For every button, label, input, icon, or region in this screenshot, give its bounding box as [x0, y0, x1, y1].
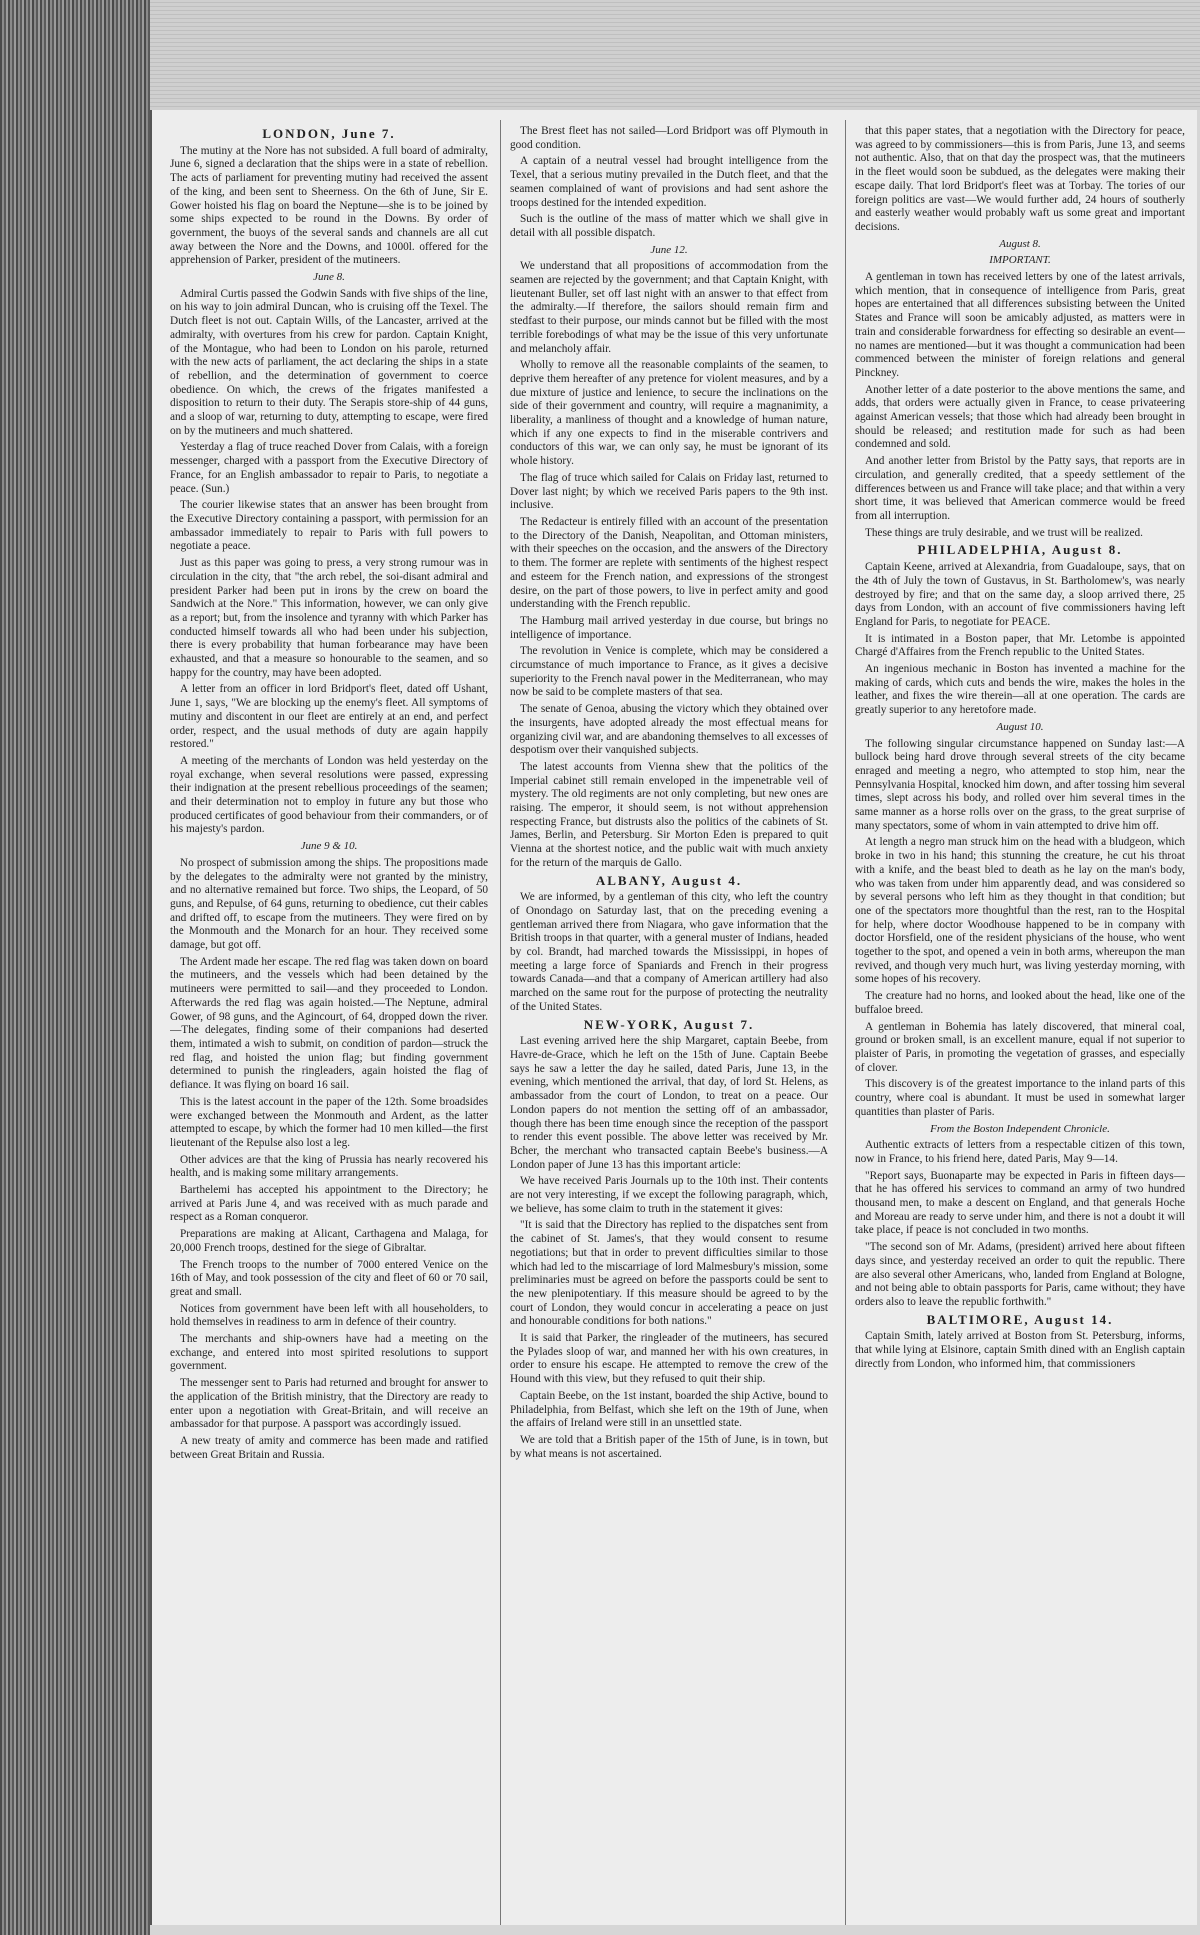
paragraph: Last evening arrived here the ship Margaret, captain Beebe, from Havre-de-Grace, which he left on the 15th of June. Captain Beebe says he saw a letter the day he sailed, dated Paris, June 13, in the evening, which mentioned the arrival, that day, of lord St. Helens, as ambassador from the court of London, to treat on a peace. Our London papers do not mention the setting off of an ambassador, though there has been time enough since the reception of the passport to render this event possible. The above letter was received by Mr. Bcher, the merchant who transacted captain Beebe's business.—A London paper of June 13 has this important article: — [510, 1035, 828, 1171]
paragraph: "It is said that the Directory has replied to the dispatches sent from the cabinet of St. James's, that they would consent to resume negotiations; but that in order to prevent difficulties similar to those which had led to the miscarriage of lord Malmesbury's mission, some preliminaries must be agreed on before the passports could be sent to the new plenipotentiary. If this measure should be agreed to by the court of London, they would concur in accelerating a peace on just and honourable conditions for both nations." — [510, 1219, 828, 1328]
paragraph: At length a negro man struck him on the head with a bludgeon, which broke in two in his hand; this stunning the creature, he cut his throat with a knife, and the beast bled to death as he lay on the man's body, who was taken from under him apparently dead, and was considered so by several persons who left him as they thought in that condition; but one of the spectators more thoughtful than the rest, ran to the Hospital for help, where doctor Woodhouse happened to be in company with doctor Horsfield, one of the resident physicians of the house, who went together to the spot, and opened a vein in both arms, whereupon the man revived, and though very much hurt, was living yesterday morning, with some hopes of his recovery. — [855, 836, 1185, 986]
heading-baltimore: BALTIMORE, August 14. — [926, 1311, 1114, 1327]
paragraph: A gentleman in Bohemia has lately discovered, that mineral coal, ground or broken small, is an excellent manure, equal if not superior to plaister of Paris, in promoting the vegetation of grasses, and especially of clover. — [855, 1020, 1185, 1074]
paragraph: The following singular circumstance happened on Sunday last:—A bullock being hard drove through several streets of the city became enraged and meeting a negro, who attempted to stop him, near the Pennsylvania Hospital, knocked him down, and after tossing him several times, slept across his body, and rolled over him several times in the same manner as a horse rolls over on the grass, to the great surprise of many spectators, some of whom in vain attempted to drive him off. — [855, 737, 1185, 832]
paragraph: The flag of truce which sailed for Calais on Friday last, returned to Dover last night; by which we received Paris papers to the 9th inst. inclusive. — [510, 471, 828, 512]
paragraph: Authentic extracts of letters from a respectable citizen of this town, now in France, to his friend here, dated Paris, May 9—14. — [855, 1139, 1185, 1165]
paragraph: The merchants and ship-owners have had a meeting on the exchange, and entered into most spirited resolutions to support government. — [170, 1333, 488, 1373]
paragraph: Preparations are making at Alicant, Carthagena and Malaga, for 20,000 French troops, destined for the siege of Gibraltar. — [170, 1228, 488, 1254]
column-3 — [855, 125, 1185, 1925]
dateline: June 8. — [313, 271, 345, 284]
column-rule-1 — [500, 120, 501, 1925]
paragraph: The Brest fleet has not sailed—Lord Bridport was off Plymouth in good condition. — [510, 125, 828, 151]
paragraph: "Report says, Buonaparte may be expected in Paris in fifteen days—that he has offered his services to command an army of two hundred thousand men, to make a descent on England, and that generals Hoche and Moreau are ready to serve under him, and there is not a doubt it will take place, if peace is not concluded in two months. — [855, 1169, 1185, 1237]
paragraph: Captain Smith, lately arrived at Boston from St. Petersburg, informs, that while lying at Elsinore, captain Smith dined with an English captain directly from London, who informed him, that commissioners — [855, 1330, 1185, 1370]
book-binding — [0, 0, 150, 1935]
paragraph: Notices from government have been left with all householders, to hold themselves in readiness to arm in defence of their country. — [170, 1302, 488, 1329]
paragraph: A gentleman in town has received letters by one of the latest arrivals, which mention, that in consequence of intelligence from Paris, great hopes are entertained that all differences subsisting between the United States and France will soon be amicably adjusted, as matters were in train and considerable forwardness for effecting so desirable an event—no names are mentioned—but it was thought a communication had been commenced between the minister of foreign relations and general Pinckney. — [855, 271, 1185, 379]
paragraph: We are told that a British paper of the 15th of June, is in town, but by what means is not ascertained. — [510, 1433, 828, 1460]
paragraph: A captain of a neutral vessel had brought intelligence from the Texel, that a serious mutiny prevailed in the Dutch fleet, and that the seamen complained of want of provisions and had sent ashore the troops destined for the intended expedition. — [510, 155, 828, 209]
heading-albany: ALBANY, August 4. — [595, 872, 743, 888]
paragraph: These things are truly desirable, and we trust will be realized. — [865, 526, 1143, 539]
paragraph: The French troops to the number of 7000 entered Venice on the 16th of May, and took possession of the city and fleet of 60 or 70 sail, great and small. — [170, 1258, 488, 1298]
paragraph: The latest accounts from Vienna shew that the politics of the Imperial cabinet still remain enveloped in the impenetrable veil of mystery. The old regiments are not only completing, but new ones are raising. The emperor, it should seem, is not without apprehension respecting France, but distrusts also the politics of the cabinets of St. James, Berlin, and Petersburg. Sir Morton Eden is prepared to quit Vienna at the shortest notice, and the public wait with much anxiety for the return of the marquis de Gallo. — [510, 760, 828, 869]
paragraph: The courier likewise states that an answer has been brought from the Executive Directory containing a passport, with permission for an ambassador immediately to repair to Paris with full powers to negotiate a peace. — [170, 499, 488, 553]
paragraph: Admiral Curtis passed the Godwin Sands with five ships of the line, on his way to join admiral Duncan, who is cruising off the Texel. The Dutch fleet is not out. Captain Wills, of the Lancaster, arrived at the admiralty, with overtures from his crew for pardon. Captain Knight, of the Montague, who had been to London on his parole, returned with the new acts of parliament, the act declaring the ships in a state of rebellion, and the determination of government to coerce obedience. On which, the crews of the frigates manifested a disposition to return to their duty. The Serapis store-ship of 44 guns, and a sloop of war, returning to duty, attempting to escape, were fired on by the mutineers and much shattered. — [170, 287, 488, 437]
paragraph: This discovery is of the greatest importance to the inland parts of this country, where coal is abundant. It must be used in somewhat larger quantities than plaster of Paris. — [855, 1078, 1185, 1118]
column-1 — [170, 125, 488, 1925]
heading-philadelphia: PHILADELPHIA, August 8. — [917, 542, 1123, 558]
paragraph: Wholly to remove all the reasonable complaints of the seamen, to deprive them hereafter of any pretence for violent measures, and by a due mixture of justice and lenience, to secure the inclinations on the side of their government and country, will require a magnanimity, a liberality, a manliness of thought and a knowledge of human nature, which if any one expects to find in the miserable contrivers and conductors of this war, we can only say, he must be ignorant of its whole history. — [510, 359, 828, 468]
paragraph: We have received Paris Journals up to the 10th inst. Their contents are not very interesting, if we except the following paragraph, which, we believe, has some claim to truth in the statement it gives: — [510, 1175, 828, 1215]
paragraph: that this paper states, that a negotiation with the Directory for peace, was agreed to by commissioners—this is from Paris, June 13, and seems not authentic. Also, that on that day the prospect was, that the mutineers in the fleet would soon be subdued, as the delegates were making their escape daily. That lord Bridport's fleet was at Torbay. The tories of our foreign politics are vast—We would further add, 24 hours of southerly and easterly weather would probably waft us some great and important decisions. — [855, 125, 1185, 233]
dateline: August 10. — [996, 720, 1044, 733]
column-rule-2 — [845, 120, 846, 1925]
page-top-margin — [150, 0, 1200, 110]
paragraph: The messenger sent to Paris had returned and brought for answer to the application of the British ministry, that the Directory are ready to enter upon a negotiation with Great-Britain, and will receive an ambassador for that purpose. A passport was accordingly issued. — [170, 1377, 488, 1431]
paragraph: Other advices are that the king of Prussia has nearly recovered his health, and is making some military arrangements. — [170, 1153, 488, 1180]
paragraph: Such is the outline of the mass of matter which we shall give in detail with all possible dispatch. — [510, 213, 828, 239]
dateline: June 12. — [650, 243, 688, 256]
paragraph: An ingenious mechanic in Boston has invented a machine for the making of cards, which cuts and bends the wire, makes the holes in the leather, and fixes the wire therein—all at one operation. The cards are greatly superior to any heretofore made. — [855, 663, 1185, 717]
heading-new-york: NEW-YORK, August 7. — [583, 1016, 755, 1032]
paragraph: This is the latest account in the paper of the 12th. Some broadsides were exchanged between the Monmouth and Ardent, as the latter attempted to escape, by which the former had 10 men killed—the first lieutenant of the Repulse also lost a leg. — [170, 1095, 488, 1149]
paragraph: The senate of Genoa, abusing the victory which they obtained over the insurgents, have adopted already the most effectual means for organizing civil war, and are abandoning themselves to all excesses of despotism over their vanquished subjects. — [510, 703, 828, 757]
paragraph: Barthelemi has accepted his appointment to the Directory; he arrived at Paris June 4, and was received with as much parade and respect as a Roman conqueror. — [170, 1184, 488, 1224]
paragraph: The creature had no horns, and looked about the head, like one of the buffaloe breed. — [855, 990, 1185, 1016]
paragraph: A new treaty of amity and commerce has been made and ratified between Great Britain and Russia. — [170, 1434, 488, 1461]
paragraph: We understand that all propositions of accommodation from the seamen are rejected by the government; and that Captain Knight, with lieutenant Buller, set off last night with an answer to that effect from the admiralty.—If therefore, the sailors should remain firm and stedfast to their purpose, our minds cannot but be filled with the most terrible forebodings of what may be the issue of this very unfortunate and melancholy affair. — [510, 260, 828, 355]
paragraph: Captain Beebe, on the 1st instant, boarded the ship Active, bound to Philadelphia, from Belfast, which she left on the 19th of June, when the affairs of Ireland were still in an unsettled state. — [510, 1389, 828, 1430]
paragraph: Captain Keene, arrived at Alexandria, from Guadaloupe, says, that on the 4th of July the town of Gustavus, in St. Bartholomew's, was nearly destroyed by fire; and that on the same day, a sloop arrived there, 25 days from London, with an account of five commissioners having left England for Paris, to negotiate for PEACE. — [855, 561, 1185, 628]
dateline: June 9 & 10. — [300, 840, 358, 853]
section-label: IMPORTANT. — [989, 254, 1051, 267]
heading-london: LONDON, June 7. — [262, 126, 396, 141]
paragraph: And another letter from Bristol by the Patty says, that reports are in circulation, and generally credited, that a speedy settlement of the differences between us and France will take place; and that within a very short time, it was believed that American commerce would be freed from all interruption. — [855, 455, 1185, 522]
paragraph: We are informed, by a gentleman of this city, who left the country of Onondago on Saturday last, that on the preceding evening a gentleman arrived there from Niagara, who gave information that the British troops in that quarter, with a general muster of Indians, headed by col. Brandt, had marched towards the Mississippi, in hopes of meeting a large force of Spaniards and French in their progress towards Canada—and that a company of American artillery had also marched on the same rout for the purpose of protecting the neutrality of the United States. — [510, 891, 828, 1013]
dateline: August 8. — [999, 237, 1041, 250]
paragraph: Yesterday a flag of truce reached Dover from Calais, with a foreign messenger, charged with a passport from the Executive Directory of France, for an English ambassador to repair to Paris, to negotiate a peace. (Sun.) — [170, 441, 488, 495]
paragraph: The Ardent made her escape. The red flag was taken down on board the mutineers, and the vessels which had been detained by the mutineers were permitted to sail—and they proceeded to London. Afterwards the red flag was again hoisted.—The Neptune, admiral Gower, of 98 guns, and the Agincourt, of 64, dropped down the river.—The delegates, finding some of their companions had deserted them, intimated a wish to submit, on condition of pardon—struck the red flag, and hoisted the union flag; but finding government determined to punish the ringleaders, again hoisted the flag of defiance. It was flying on board 16 sail. — [170, 955, 488, 1092]
paragraph: It is intimated in a Boston paper, that Mr. Letombe is appointed Chargé d'Affaires from the French republic to the United States. — [855, 632, 1185, 659]
paragraph: The Redacteur is entirely filled with an account of the presentation to the Directory of the Danish, Neapolitan, and Ottoman ministers, with their speeches on the occasion, and the answers of the Directory to them. The former are replete with sentiments of the highest respect and esteem for the French nation, and expressions of the strongest desire, on the part of those powers, to live in perfect amity and good understanding with the French republic. — [510, 515, 828, 611]
paragraph: The mutiny at the Nore has not subsided. A full board of admiralty, June 6, signed a declaration that the ships were in a state of rebellion. The acts of parliament for preventing mutiny had received the assent of the king, and been sent to Sheerness. On the 6th of June, Sir E. Gower hoisted his flag on board the Neptune—she is to be joined by some ships expected to be round in the Downs. By order of government, the buoys of the several sands and channels are all cut away between the Nore and the Downs, and 1000l. offered for the apprehension of Parker, president of the mutineers. — [170, 144, 488, 267]
paragraph: The Hamburg mail arrived yesterday in due course, but brings no intelligence of importance. — [510, 614, 828, 641]
paragraph: A meeting of the merchants of London was held yesterday on the royal exchange, when several resolutions were passed, expressing their indignation at the present rebellious proceedings of the seamen; and their determination not to employ in future any but those who produced certificates of good behaviour from their commanders, or of his majesty's pardon. — [170, 754, 488, 836]
section-label: From the Boston Independent Chronicle. — [930, 1122, 1110, 1135]
paragraph: "The second son of Mr. Adams, (president) arrived here about fifteen days since, and yesterday received an order to quit the republic. There are also several other Americans, who, landed from England at Bologne, and not being able to obtain passports for Paris, came without; they have orders also to leave the republic forthwith." — [855, 1241, 1185, 1308]
paragraph: Another letter of a date posterior to the above mentions the same, and adds, that orders were actually given in France, to cease privateering against American vessels; that those which had already been brought in should be released; and restitution made for such as had been condemned and sold. — [855, 383, 1185, 451]
paragraph: A letter from an officer in lord Bridport's fleet, dated off Ushant, June 1, says, "We are blocking up the enemy's fleet. All symptoms of mutiny and discontent in our fleet are entirely at an end, and perfect order, respect, and the usual methods of duty are again happily restored." — [170, 683, 488, 751]
paragraph: The revolution in Venice is complete, which may be considered a circumstance of much importance to France, as it gives a decisive superiority to the French naval power in the Mediterranean, who may now be said to be complete masters of that sea. — [510, 645, 828, 699]
column-2 — [510, 125, 828, 1925]
paragraph: It is said that Parker, the ringleader of the mutineers, has secured the Pylades sloop of war, and manned her with his own creatures, in order to ensure his escape. He attempted to remove the crew of the Hound with this view, but they refused to quit their ship. — [510, 1332, 828, 1386]
paragraph: No prospect of submission among the ships. The propositions made by the delegates to the admiralty were not granted by the ministry, and no alternative remained but force. Two ships, the Leopard, of 50 guns, and Repulse, of 64 guns, returning to obedience, cut their cables and drifted off, to escape from the mutineers. They were fired on by the Monmouth and the Monarch for an hour. They received some damage, but got off. — [170, 856, 488, 952]
paragraph: Just as this paper was going to press, a very strong rumour was in circulation in the city, that "the arch rebel, the soi-disant admiral and president Parker had been put in irons by the crew on board the Sandwich at the Nore." This information, however, we can only give as a report; but, from the insolence and tyranny with which Parker has conducted himself towards all who had been under his subjection, there is every probability that human forbearance may have been exhausted, and that a measure so honourable to the seamen, and so happy for the country, may have been adopted. — [170, 557, 488, 679]
